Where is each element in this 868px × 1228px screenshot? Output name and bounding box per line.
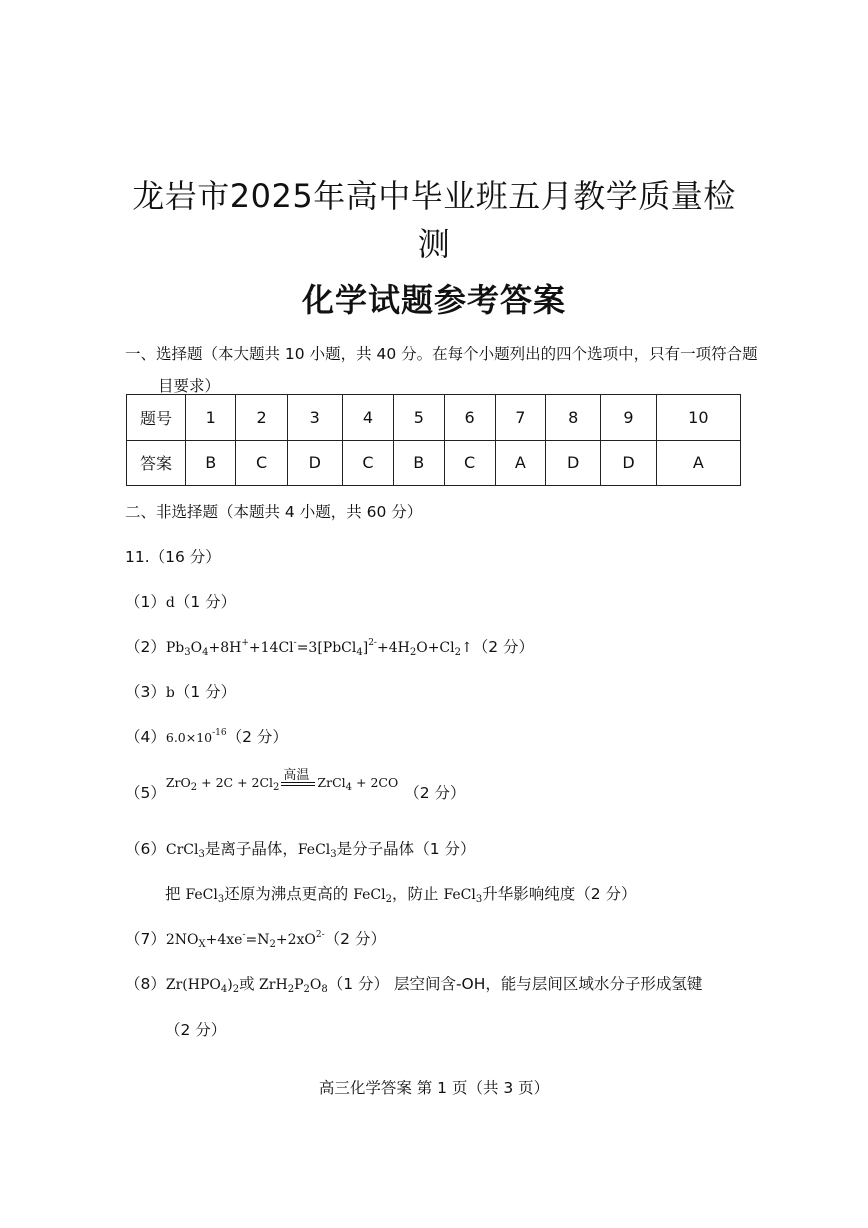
- answer-3: [125, 680, 236, 702]
- answer-2: [125, 635, 534, 658]
- table-cell: C: [236, 440, 287, 486]
- answer-num: （8）: [125, 975, 166, 993]
- answer-6: [125, 837, 475, 860]
- answer-num: （7）: [125, 930, 166, 948]
- page-title: [0, 172, 868, 268]
- answer-text: 还原为沸点更高的: [224, 885, 354, 903]
- answer-score: （2 分）: [472, 638, 535, 656]
- answer-value: $6.0\times 10^{-16}$: [165, 728, 227, 745]
- table-cell: 4: [342, 395, 393, 441]
- answer-6-line2: [165, 882, 637, 905]
- answer-8-line2: （2 分）: [165, 1021, 227, 1039]
- table-cell: 6: [444, 395, 495, 441]
- answer-5: [125, 767, 466, 804]
- answer-num: （1）: [125, 593, 166, 611]
- answer-score: （1 分）: [414, 840, 476, 858]
- answer-1: [125, 590, 236, 612]
- table-cell: 8: [546, 395, 601, 441]
- answer-score: （2 分）: [575, 885, 637, 903]
- answer-text: 是分子晶体: [336, 840, 415, 858]
- section2-heading: 二、非选择题（本题共 4 小题，共 60 分）: [125, 503, 423, 521]
- equation: ZrO2 + 2C + 2Cl2 高温 ZrCl4 + 2CO: [166, 775, 398, 790]
- answer-7: [125, 927, 386, 950]
- answer-score: （1 分）: [327, 975, 390, 993]
- formula: $ZrH_2P_2O_8$: [254, 977, 328, 995]
- table-cell: A: [495, 440, 545, 486]
- answer-num: （2）: [125, 638, 166, 656]
- answer-num: （4）: [125, 728, 166, 746]
- page-footer: 高三化学答案 第 1 页（共 3 页）: [318, 1079, 550, 1097]
- title-line2: 测: [417, 225, 451, 263]
- answer-text: ，防止: [392, 885, 444, 903]
- table-cell: D: [601, 440, 656, 486]
- table-cell: 9: [601, 395, 656, 441]
- answer-num: （5）: [125, 784, 166, 802]
- table-cell: 1: [186, 395, 236, 441]
- title-line1: 龙岩市2025年高中毕业班五月教学质量检: [132, 177, 736, 215]
- answer-score: （2 分）: [324, 930, 386, 948]
- answer-score: （2 分）: [226, 728, 288, 746]
- row-header-number: 题号: [127, 395, 186, 441]
- table-cell: A: [656, 440, 740, 486]
- answer-table: [126, 394, 741, 486]
- answer-text: 层空间含-OH，能与层间区域水分子形成氢键: [389, 975, 703, 993]
- section1-heading: 一、选择题（本大题共 10 小题，共 40 分。在每个小题列出的四个选项中，只有一项符合题: [125, 345, 758, 363]
- question-11-heading: 11.（16 分）: [125, 548, 221, 566]
- formula: FeCl$_3$: [297, 842, 337, 860]
- answer-score: （1 分）: [174, 683, 237, 701]
- table-row: [127, 440, 741, 486]
- answer-score: （1 分）: [174, 593, 237, 611]
- table-cell: C: [342, 440, 393, 486]
- answer-num: （6）: [125, 840, 166, 858]
- table-cell: B: [394, 440, 444, 486]
- answer-text: 把: [165, 885, 186, 903]
- table-cell: 7: [495, 395, 545, 441]
- section1-heading-cont: 目要求）: [158, 377, 221, 395]
- answer-text: 或: [239, 975, 255, 993]
- equation: $Pb_3O_4+8H^++14Cl^-=3[PbCl_4]^{2-}+4H_2O+Cl_2↑$: [165, 638, 473, 658]
- answer-text: b: [165, 685, 175, 701]
- formula: FeCl$_2$: [353, 887, 392, 905]
- table-cell: D: [287, 440, 342, 486]
- formula: CrCl$_3$: [165, 842, 205, 860]
- answer-text: 升华影响纯度: [482, 885, 576, 903]
- answer-4: [125, 725, 288, 747]
- table-cell: 10: [656, 395, 740, 441]
- equation: $2NO_X+4xe^-=N_2+2xO^{2-}$: [165, 930, 325, 950]
- table-row: [127, 395, 741, 441]
- formula: $Zr(HPO_4)_2$: [165, 977, 240, 995]
- page-subtitle: 化学试题参考答案: [301, 281, 566, 319]
- formula: FeCl$_3$: [443, 887, 483, 905]
- answer-text: 是离子晶体，: [204, 840, 298, 858]
- answer-score: （2 分）: [404, 784, 466, 802]
- reaction-condition: 高温: [283, 767, 310, 783]
- table-cell: B: [186, 440, 236, 486]
- formula: FeCl$_3$: [185, 887, 225, 905]
- row-header-answer: 答案: [127, 440, 186, 486]
- table-cell: 3: [287, 395, 342, 441]
- answer-8: [125, 972, 702, 995]
- equals-sign: [281, 767, 315, 786]
- table-cell: D: [546, 440, 601, 486]
- answer-text: d: [165, 595, 175, 611]
- table-cell: C: [444, 440, 495, 486]
- table-cell: 5: [394, 395, 444, 441]
- answer-num: （3）: [125, 683, 166, 701]
- table-cell: 2: [236, 395, 287, 441]
